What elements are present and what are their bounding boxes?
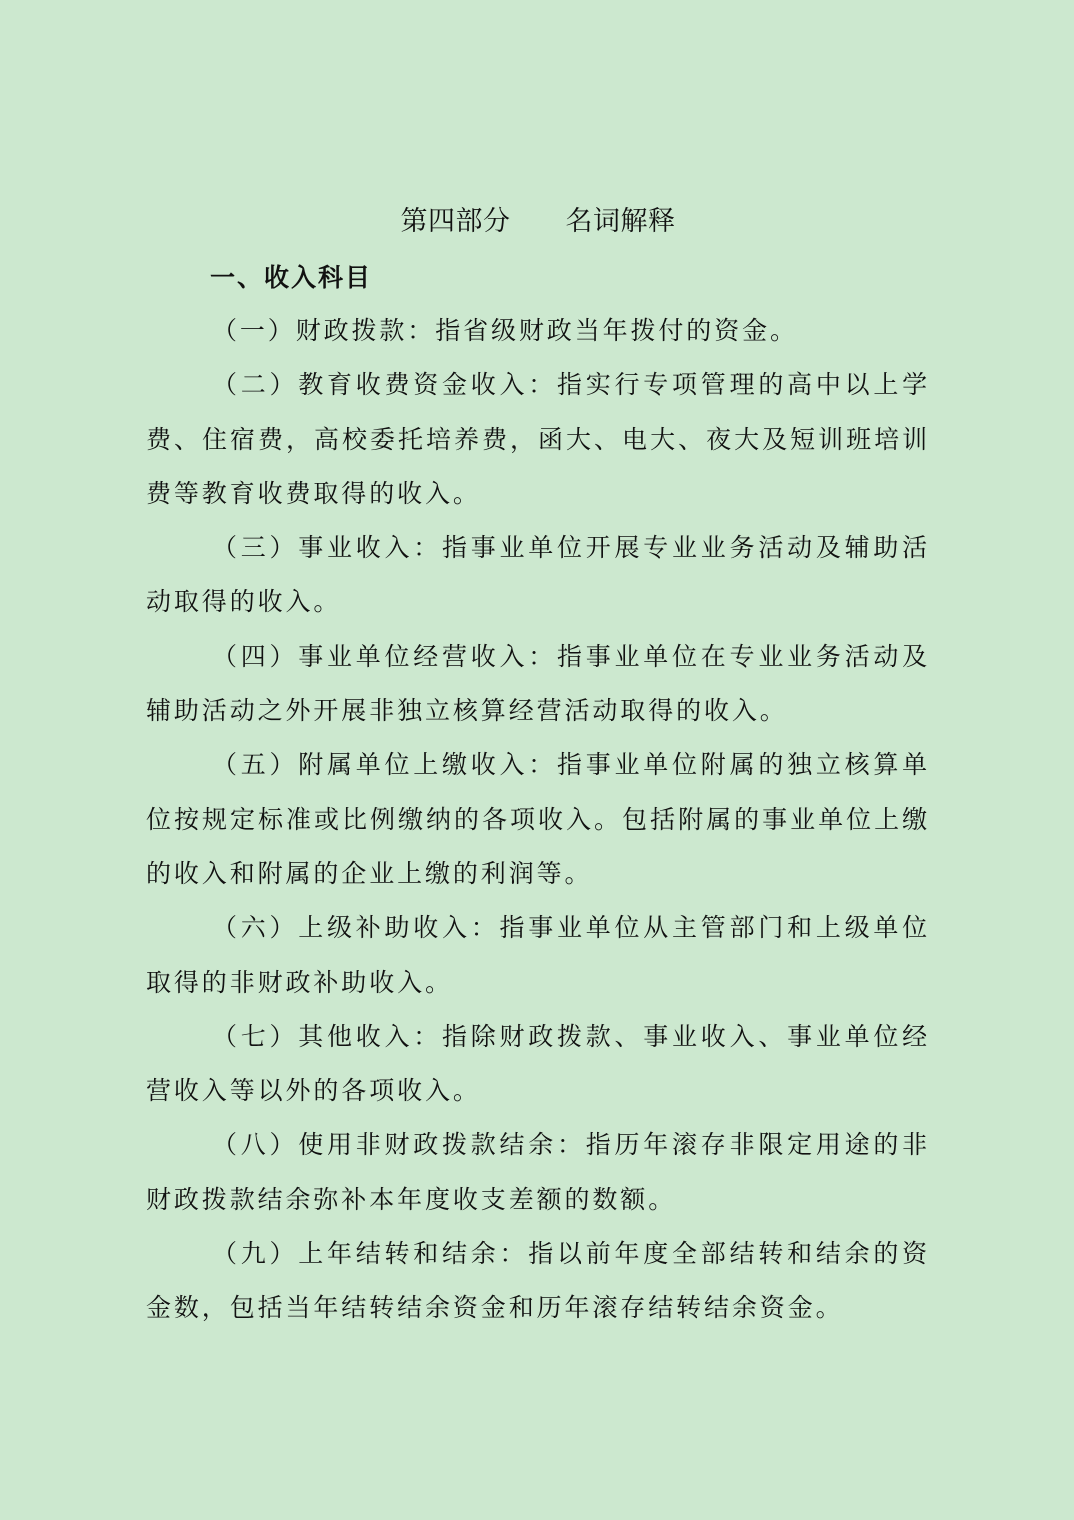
paragraph-3: （三）事业收入：指事业单位开展专业业务活动及辅助活动取得的收入。 — [146, 533, 930, 617]
paragraph-1: （一）财政拨款：指省级财政当年拨付的资金。 — [212, 316, 798, 345]
section-heading: 一、收入科目 — [210, 263, 373, 292]
paragraph-8: （八）使用非财政拨款结余：指历年滚存非限定用途的非财政拨款结余弥补本年度收支差额的数额。 — [146, 1130, 930, 1214]
paragraph-2: （二）教育收费资金收入：指实行专项管理的高中以上学费、住宿费，高校委托培养费，函大、电大、夜大及短训班培训费等教育收费取得的收入。 — [146, 370, 930, 508]
paragraph-5: （五）附属单位上缴收入：指事业单位附属的独立核算单位按规定标准或比例缴纳的各项收入。包括附属的事业单位上缴的收入和附属的企业上缴的利润等。 — [146, 750, 930, 888]
paragraph-7: （七）其他收入：指除财政拨款、事业收入、事业单位经营收入等以外的各项收入。 — [146, 1021, 930, 1106]
paragraph-6: （六）上级补助收入：指事业单位从主管部门和上级单位取得的非财政补助收入。 — [146, 913, 930, 997]
paragraph-9: （九）上年结转和结余：指以前年度全部结转和结余的资金数，包括当年结转结余资金和历年滚存结转结余资金。 — [146, 1239, 930, 1323]
paragraph-4: （四）事业单位经营收入：指事业单位在专业业务活动及辅助活动之外开展非独立核算经营活动取得的收入。 — [146, 641, 930, 726]
document-page — [146, 0, 930, 1520]
body-text — [146, 304, 930, 1336]
page-title: 第四部分 名词解释 — [400, 206, 676, 237]
